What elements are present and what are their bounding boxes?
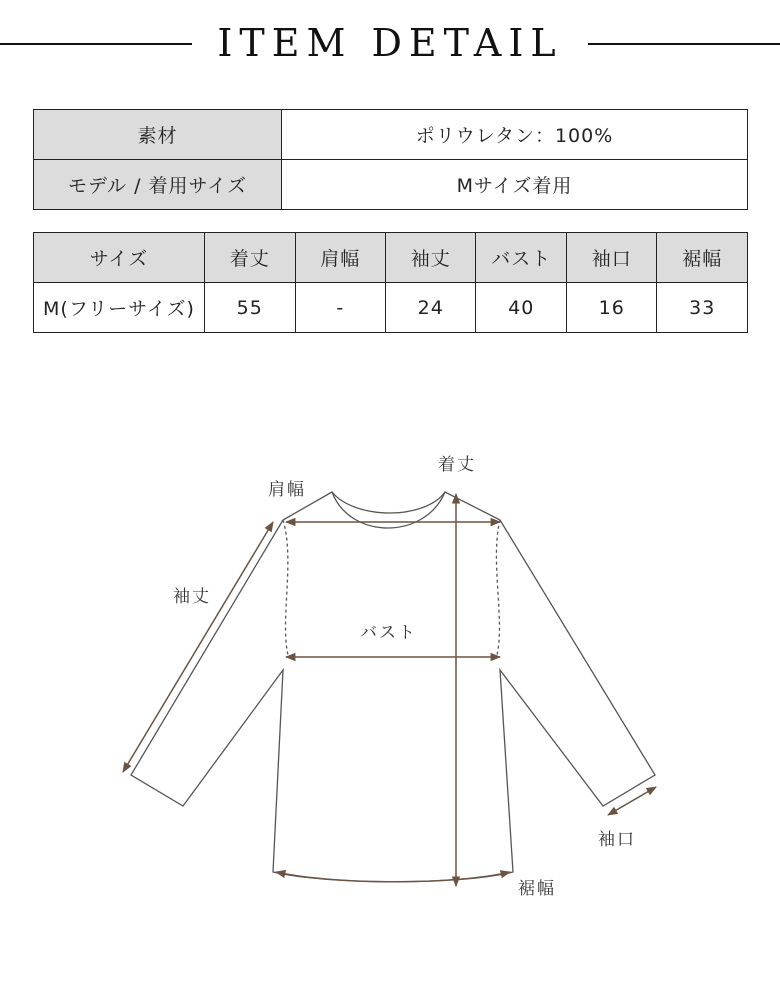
neckline-back	[332, 492, 445, 513]
header-rule-left	[0, 43, 192, 45]
page-header	[0, 18, 780, 68]
size-header-shoulder: 肩幅	[295, 233, 385, 283]
garment-size-diagram	[0, 440, 780, 920]
table-row	[34, 160, 748, 210]
body-outline	[131, 492, 655, 882]
size-cell-bust: 40	[476, 283, 567, 333]
label-cuff: 袖口	[598, 830, 636, 850]
size-header-size: サイズ	[34, 233, 205, 283]
size-cell-hem: 33	[657, 283, 748, 333]
size-header-bust: バスト	[476, 233, 567, 283]
spec-table	[33, 109, 748, 210]
size-header-length: 着丈	[205, 233, 296, 283]
size-cell-sleeve: 24	[385, 283, 476, 333]
spec-label-model-size: モデル / 着用サイズ	[34, 160, 282, 210]
armhole-seam-right	[496, 520, 500, 655]
cuff-arrow	[608, 787, 656, 815]
label-sleeve: 袖丈	[173, 587, 211, 607]
size-header-cuff: 袖口	[566, 233, 657, 283]
table-row	[34, 283, 748, 333]
spec-value-material: ポリウレタン：100%	[282, 110, 748, 160]
spec-label-material: 素材	[34, 110, 282, 160]
label-shoulder: 肩幅	[268, 480, 306, 500]
size-header-sleeve: 袖丈	[385, 233, 476, 283]
page-title: ITEM DETAIL	[217, 21, 563, 65]
garment-outline	[131, 492, 655, 882]
table-header-row	[34, 233, 748, 283]
header-rule-right	[588, 43, 780, 45]
size-header-hem: 裾幅	[657, 233, 748, 283]
spec-value-model-size: Mサイズ着用	[282, 160, 748, 210]
label-bust: バスト	[360, 623, 417, 643]
table-row	[34, 110, 748, 160]
size-cell-shoulder: -	[295, 283, 385, 333]
label-hem: 裾幅	[518, 879, 556, 899]
size-table	[33, 232, 748, 333]
armhole-seam-left	[283, 520, 288, 655]
measurement-arrows	[123, 494, 656, 886]
size-cell-cuff: 16	[566, 283, 657, 333]
hem-arrow	[276, 872, 510, 882]
size-cell-size: M(フリーサイズ)	[34, 283, 205, 333]
size-cell-length: 55	[205, 283, 296, 333]
sleeve-arrow	[123, 522, 273, 772]
label-length: 着丈	[438, 455, 476, 475]
